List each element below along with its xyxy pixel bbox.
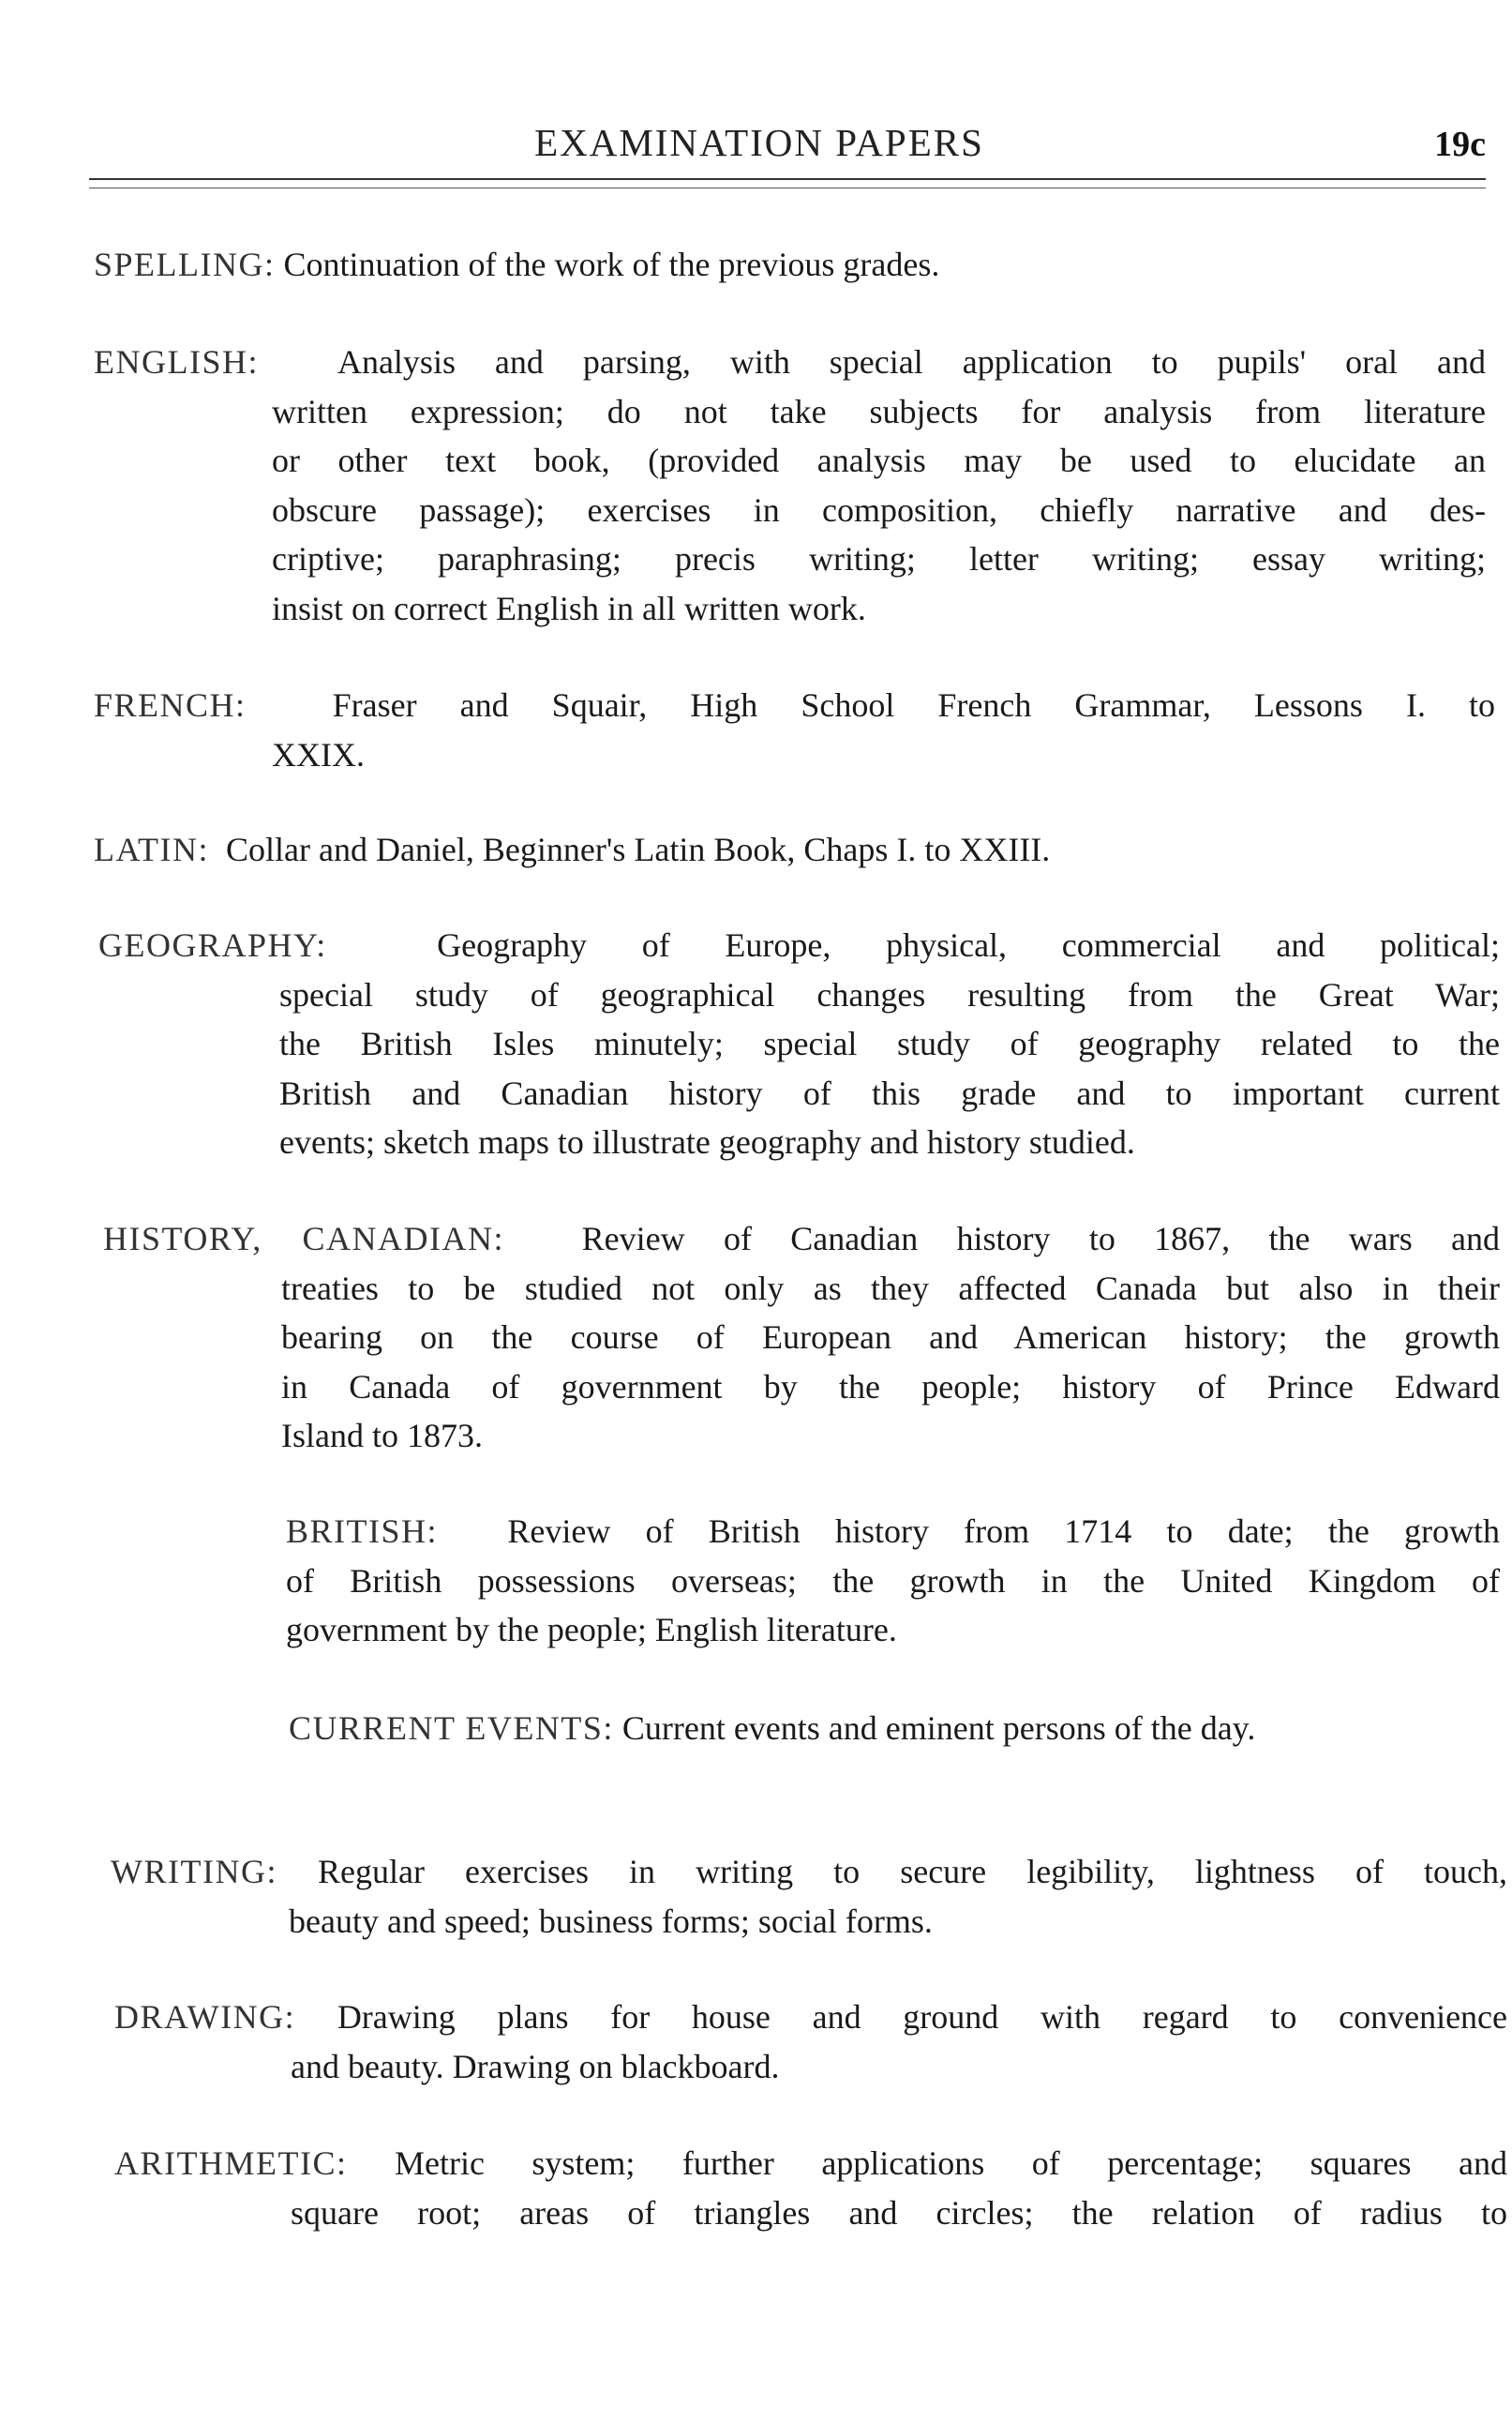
section-heading: LATIN: [94, 831, 209, 868]
section-text: Drawing plans for house and ground with regard to convenience [337, 1998, 1507, 2036]
section-english [94, 338, 1486, 633]
section-line: obscure passage); exercises in composition, chiefly narrative and des- [272, 490, 1486, 529]
section-first-line [103, 1214, 1500, 1264]
section-continuation [291, 2042, 1507, 2092]
section-heading: BRITISH: [286, 1512, 439, 1550]
section-first-line [111, 1847, 1507, 1897]
section-continuation [289, 1897, 1507, 1947]
section-text: Analysis and parsing, with special application to pupils' oral and [337, 343, 1486, 381]
section-geography [98, 921, 1500, 1167]
section-line: bearing on the course of European and American history; the growth [281, 1318, 1500, 1356]
section-line: or other text book, (provided analysis may be used to elucidate an [272, 442, 1486, 479]
section-heading: ARITHMETIC: [114, 2144, 348, 2182]
section-first-line [114, 1992, 1507, 2042]
section-line: written expression; do not take subjects for analysis from literature [272, 392, 1486, 430]
section-heading: SPELLING: [94, 246, 276, 283]
running-title: EXAMINATION PAPERS [534, 121, 984, 164]
section-heading: ENGLISH: [94, 343, 259, 381]
section-continuation [291, 2188, 1507, 2238]
section-line: British and Canadian history of this grade and to important current [279, 1074, 1500, 1112]
section-first-line [289, 1704, 1507, 1753]
section-history-british [286, 1507, 1500, 1655]
section-line: the British Isles minutely; special study of geography related to the [279, 1025, 1500, 1062]
section-text: Collar and Daniel, Beginner's Latin Book, Chaps I. to XXIII. [225, 831, 1051, 868]
section-line: and beauty. Drawing on blackboard. [291, 2047, 780, 2085]
section-continuation [279, 970, 1500, 1167]
section-history-canadian [103, 1214, 1500, 1461]
section-heading: DRAWING: [114, 1998, 296, 2036]
section-line: XXIX. [272, 735, 365, 774]
section-line: criptive; paraphrasing; precis writing; letter writing; essay writing; [272, 540, 1486, 578]
section-line: government by the people; English literature. [286, 1611, 897, 1648]
section-text: Regular exercises in writing to secure legibility, lightness of touch, [318, 1853, 1508, 1890]
section-first-line [286, 1507, 1500, 1556]
section-text: Fraser and Squair, High School French Grammar, Lessons I. to [332, 686, 1495, 724]
section-text: Metric system; further applications of percentage; squares and [394, 2144, 1507, 2182]
section-text: Geography of Europe, physical, commercial and political; [437, 926, 1500, 964]
section-arithmetic [114, 2139, 1507, 2237]
section-line: of British possessions overseas; the growth in the United Kingdom of [286, 1561, 1500, 1600]
section-text: Review of Canadian history to 1867, the wars and [581, 1220, 1500, 1257]
section-line: square root; areas of triangles and circles; the relation of radius to [291, 2193, 1507, 2232]
section-heading: WRITING: [111, 1853, 277, 1890]
section-french [94, 681, 1495, 779]
section-first-line [98, 921, 1500, 970]
section-current-events [289, 1704, 1507, 1753]
section-line: treaties to be studied not only as they affected Canada but also in their [281, 1269, 1500, 1307]
section-heading: GEOGRAPHY: [98, 926, 327, 964]
section-spelling [94, 240, 1490, 290]
section-continuation [272, 730, 1495, 780]
section-first-line [94, 338, 1486, 387]
section-continuation [272, 387, 1486, 634]
page-number: 19c [1434, 125, 1486, 164]
section-drawing [114, 1992, 1507, 2091]
section-first-line [94, 681, 1495, 730]
section-line: events; sketch maps to illustrate geography and history studied. [279, 1123, 1135, 1161]
section-line: special study of geographical changes resulting from the Great War; [279, 975, 1500, 1014]
section-line: in Canada of government by the people; history of Prince Edward [281, 1367, 1500, 1406]
page-header [89, 120, 1486, 176]
section-text: Current events and eminent persons of the day. [621, 1709, 1256, 1747]
section-first-line [114, 2139, 1507, 2188]
section-line: insist on correct English in all written work. [272, 589, 866, 627]
section-text: Continuation of the work of the previous grades. [283, 246, 940, 283]
section-heading: HISTORY, CANADIAN: [103, 1220, 505, 1257]
section-heading: CURRENT EVENTS: [289, 1709, 614, 1747]
header-rule-thick [89, 178, 1486, 180]
section-line: beauty and speed; business forms; social forms. [289, 1902, 933, 1940]
section-writing [111, 1847, 1507, 1946]
section-text: Review of British history from 1714 to date; the growth [507, 1512, 1501, 1550]
section-line: Island to 1873. [281, 1417, 483, 1454]
section-heading: FRENCH: [94, 686, 247, 724]
section-latin [94, 825, 1490, 875]
section-continuation [281, 1264, 1500, 1461]
